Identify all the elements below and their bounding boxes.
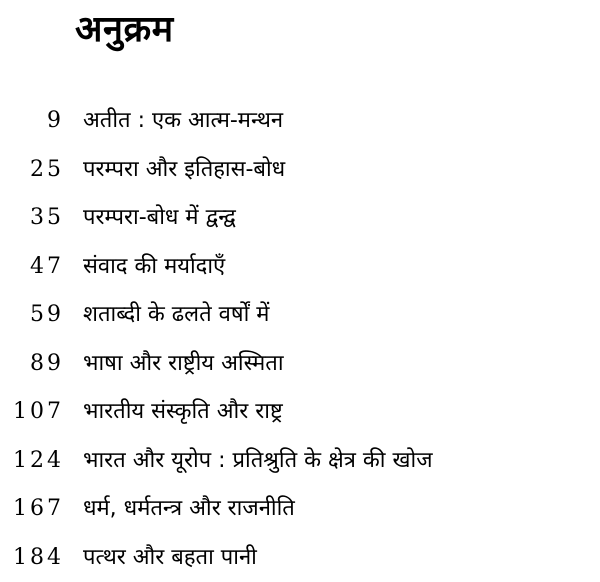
chapter-title: परम्परा-बोध में द्वन्द्व xyxy=(83,203,236,233)
chapter-title: धर्म, धर्मतन्त्र और राजनीति xyxy=(83,494,295,524)
chapter-title: भारतीय संस्कृति और राष्ट्र xyxy=(83,397,283,427)
page-number: 9 xyxy=(0,106,64,136)
chapter-title: परम्परा और इतिहास-बोध xyxy=(83,155,285,185)
chapter-title: भाषा और राष्ट्रीय अस्मिता xyxy=(83,349,284,379)
page-number: 89 xyxy=(0,349,64,379)
toc-entry xyxy=(0,291,600,340)
page-number: 107 xyxy=(0,397,64,427)
toc-entry xyxy=(0,437,600,486)
chapter-title: अतीत : एक आत्म-मन्थन xyxy=(83,106,283,136)
chapter-title: संवाद की मर्यादाएँ xyxy=(83,252,225,282)
page-number: 184 xyxy=(0,543,64,573)
chapter-title: भारत और यूरोप : प्रतिश्रुति के क्षेत्र की खोज xyxy=(83,446,433,476)
page-number: 25 xyxy=(0,155,64,185)
toc-entry xyxy=(0,485,600,534)
page-number: 59 xyxy=(0,300,64,330)
toc-entry xyxy=(0,194,600,243)
toc-entry xyxy=(0,388,600,437)
page-title: अनुक्रम xyxy=(75,6,174,54)
toc-entry xyxy=(0,243,600,292)
table-of-contents xyxy=(0,97,600,582)
chapter-title: शताब्दी के ढलते वर्षों में xyxy=(83,300,269,330)
page-number: 35 xyxy=(0,203,64,233)
page-number: 124 xyxy=(0,446,64,476)
chapter-title: पत्थर और बहता पानी xyxy=(83,543,257,573)
page-number: 167 xyxy=(0,494,64,524)
page-number: 47 xyxy=(0,252,64,282)
toc-entry xyxy=(0,97,600,146)
toc-entry xyxy=(0,146,600,195)
toc-entry xyxy=(0,340,600,389)
